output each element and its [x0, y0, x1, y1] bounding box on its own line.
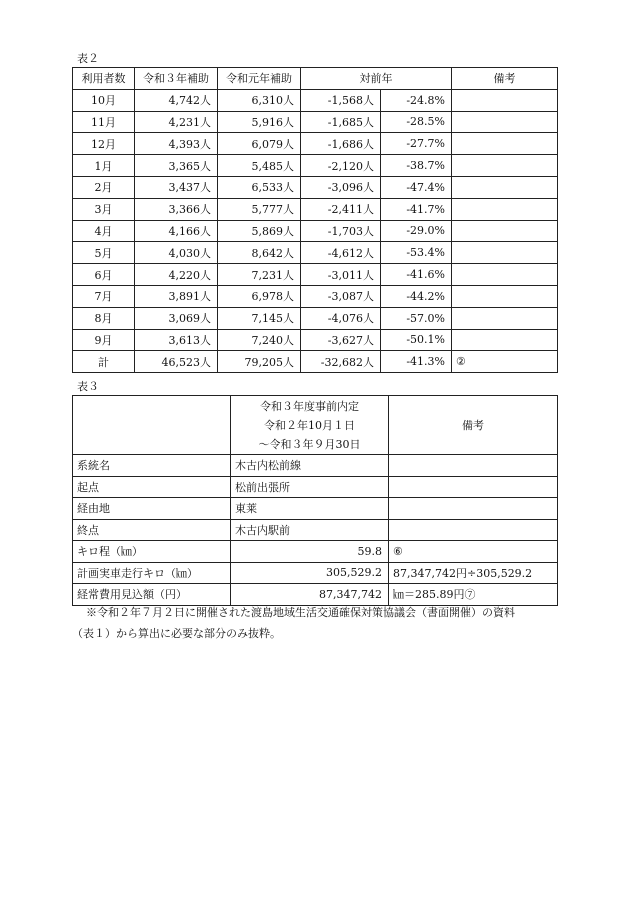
- total-row: [73, 351, 558, 373]
- pct-cell: -27.7%: [381, 133, 452, 155]
- r1-cell: 5,869人: [218, 220, 301, 242]
- header-month: 利用者数: [73, 68, 135, 90]
- ridership-table: [72, 67, 558, 373]
- table2-header-row: [73, 68, 558, 90]
- r1-cell: 6,978人: [218, 285, 301, 307]
- r1-cell: 6,310人: [218, 89, 301, 111]
- footnote: [72, 602, 557, 644]
- table-row: [73, 220, 558, 242]
- label-cell: 起点: [73, 476, 231, 498]
- month-cell: 2月: [73, 176, 135, 198]
- pct-cell: -41.7%: [381, 198, 452, 220]
- month-cell: 7月: [73, 285, 135, 307]
- r3-cell: 3,613人: [135, 329, 218, 351]
- r3-cell: 46,523人: [135, 351, 218, 373]
- r1-cell: 7,240人: [218, 329, 301, 351]
- header-yoy: 対前年: [301, 68, 452, 90]
- table-row: [73, 198, 558, 220]
- r3-cell: 3,891人: [135, 285, 218, 307]
- diff-cell: -4,076人: [301, 307, 381, 329]
- month-cell: 10月: [73, 89, 135, 111]
- label-cell: 経常費用見込額（円）: [73, 584, 231, 606]
- remarks-cell: [452, 198, 558, 220]
- table-row: [73, 541, 558, 563]
- pct-cell: -57.0%: [381, 307, 452, 329]
- pct-cell: -41.3%: [381, 351, 452, 373]
- diff-cell: -2,411人: [301, 198, 381, 220]
- r3-cell: 4,166人: [135, 220, 218, 242]
- diff-cell: -2,120人: [301, 155, 381, 177]
- diff-cell: -1,686人: [301, 133, 381, 155]
- remarks-cell: [452, 285, 558, 307]
- r1-cell: 8,642人: [218, 242, 301, 264]
- remarks-cell: [389, 519, 558, 541]
- table-row: [73, 133, 558, 155]
- diff-cell: -3,096人: [301, 176, 381, 198]
- value-cell: 87,347,742: [231, 584, 389, 606]
- table-row: [73, 285, 558, 307]
- label-cell: キロ程（㎞）: [73, 541, 231, 563]
- header-period-line2: 令和２年10月１日: [264, 418, 355, 432]
- pct-cell: -44.2%: [381, 285, 452, 307]
- r1-cell: 5,777人: [218, 198, 301, 220]
- pct-cell: -50.1%: [381, 329, 452, 351]
- diff-cell: -1,703人: [301, 220, 381, 242]
- remarks-cell: ②: [452, 351, 558, 373]
- r3-cell: 4,742人: [135, 89, 218, 111]
- r3-cell: 3,069人: [135, 307, 218, 329]
- remarks-cell: ⑥: [389, 541, 558, 563]
- month-cell: 計: [73, 351, 135, 373]
- month-cell: 3月: [73, 198, 135, 220]
- footnote-line1: ※令和２年７月２日に開催された渡島地域生活交通確保対策協議会（書面開催）の資料: [86, 606, 515, 619]
- diff-cell: -32,682人: [301, 351, 381, 373]
- value-cell: 305,529.2: [231, 562, 389, 584]
- table-row: [73, 264, 558, 286]
- remarks-cell: 87,347,742円÷305,529.2: [389, 562, 558, 584]
- remarks-cell: [389, 498, 558, 520]
- table-row: [73, 155, 558, 177]
- r1-cell: 7,145人: [218, 307, 301, 329]
- table-row: [73, 242, 558, 264]
- value-cell: 木古内駅前: [231, 519, 389, 541]
- diff-cell: -3,627人: [301, 329, 381, 351]
- month-cell: 4月: [73, 220, 135, 242]
- table-row: [73, 307, 558, 329]
- pct-cell: -29.0%: [381, 220, 452, 242]
- header-blank: [73, 396, 231, 455]
- label-cell: 系統名: [73, 455, 231, 477]
- remarks-cell: [389, 455, 558, 477]
- remarks-cell: [452, 307, 558, 329]
- pct-cell: -47.4%: [381, 176, 452, 198]
- footnote-line2: （表１）から算出に必要な部分のみ抜粋。: [72, 627, 281, 640]
- table-row: [73, 519, 558, 541]
- value-cell: 東莱: [231, 498, 389, 520]
- r1-cell: 6,079人: [218, 133, 301, 155]
- month-cell: 11月: [73, 111, 135, 133]
- pct-cell: -41.6%: [381, 264, 452, 286]
- value-cell: 59.8: [231, 541, 389, 563]
- r1-cell: 79,205人: [218, 351, 301, 373]
- month-cell: 8月: [73, 307, 135, 329]
- header-period: [231, 396, 389, 455]
- diff-cell: -3,011人: [301, 264, 381, 286]
- table3-caption: 表３: [77, 380, 99, 393]
- r1-cell: 6,533人: [218, 176, 301, 198]
- remarks-cell: [452, 155, 558, 177]
- r3-cell: 4,030人: [135, 242, 218, 264]
- r3-cell: 4,231人: [135, 111, 218, 133]
- r3-cell: 4,220人: [135, 264, 218, 286]
- table-row: [73, 455, 558, 477]
- remarks-cell: [452, 133, 558, 155]
- table-row: [73, 562, 558, 584]
- remarks-cell: [452, 176, 558, 198]
- remarks-cell: [389, 476, 558, 498]
- label-cell: 計画実車走行キロ（㎞）: [73, 562, 231, 584]
- header-period-line1: 令和３年度事前内定: [260, 399, 359, 413]
- remarks-cell: [452, 220, 558, 242]
- value-cell: 木古内松前線: [231, 455, 389, 477]
- label-cell: 終点: [73, 519, 231, 541]
- header-r3: 令和３年補助: [135, 68, 218, 90]
- month-cell: 1月: [73, 155, 135, 177]
- value-cell: 松前出張所: [231, 476, 389, 498]
- pct-cell: -53.4%: [381, 242, 452, 264]
- diff-cell: -1,568人: [301, 89, 381, 111]
- header-r1: 令和元年補助: [218, 68, 301, 90]
- month-cell: 12月: [73, 133, 135, 155]
- table3-header-row: [73, 396, 558, 455]
- header-remarks: 備考: [389, 396, 558, 455]
- diff-cell: -3,087人: [301, 285, 381, 307]
- month-cell: 9月: [73, 329, 135, 351]
- label-cell: 経由地: [73, 498, 231, 520]
- pct-cell: -28.5%: [381, 111, 452, 133]
- diff-cell: -1,685人: [301, 111, 381, 133]
- r1-cell: 5,916人: [218, 111, 301, 133]
- r3-cell: 3,366人: [135, 198, 218, 220]
- remarks-cell: [452, 89, 558, 111]
- route-cost-table: [72, 395, 558, 606]
- month-cell: 5月: [73, 242, 135, 264]
- r3-cell: 3,365人: [135, 155, 218, 177]
- table-row: [73, 176, 558, 198]
- r1-cell: 5,485人: [218, 155, 301, 177]
- table2-caption: 表２: [77, 52, 99, 65]
- month-cell: 6月: [73, 264, 135, 286]
- table-row: [73, 111, 558, 133]
- table-row: [73, 89, 558, 111]
- r3-cell: 3,437人: [135, 176, 218, 198]
- remarks-cell: [452, 329, 558, 351]
- header-period-line3: ～令和３年９月30日: [258, 437, 361, 451]
- table-row: [73, 329, 558, 351]
- remarks-cell: [452, 111, 558, 133]
- r1-cell: 7,231人: [218, 264, 301, 286]
- remarks-cell: ㎞＝285.89円⑦: [389, 584, 558, 606]
- pct-cell: -24.8%: [381, 89, 452, 111]
- header-remarks: 備考: [452, 68, 558, 90]
- pct-cell: -38.7%: [381, 155, 452, 177]
- remarks-cell: [452, 264, 558, 286]
- remarks-cell: [452, 242, 558, 264]
- table-row: [73, 498, 558, 520]
- diff-cell: -4,612人: [301, 242, 381, 264]
- r3-cell: 4,393人: [135, 133, 218, 155]
- table-row: [73, 476, 558, 498]
